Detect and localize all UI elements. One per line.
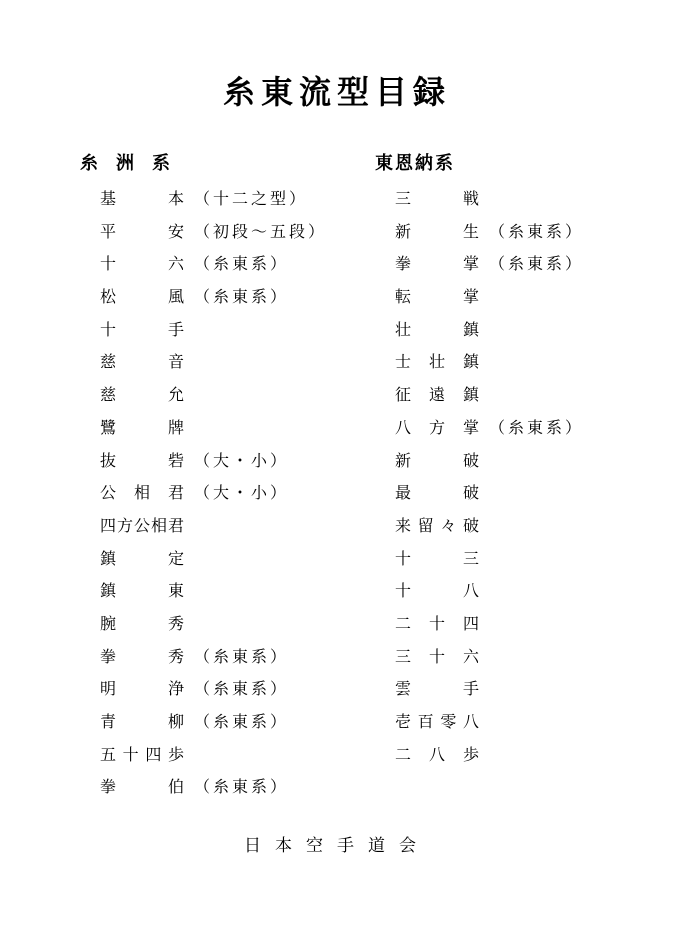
kata-char: 風: [167, 287, 184, 307]
kata-char: 遠: [428, 385, 445, 405]
kata-name: [395, 248, 479, 281]
kata-char: 本: [167, 189, 184, 208]
kata-char: 六: [462, 646, 479, 666]
kata-char: 八: [395, 417, 412, 437]
kata-row: [100, 706, 327, 739]
kata-name: [100, 608, 184, 641]
kata-char: 鎮: [100, 581, 117, 601]
kata-char: 鷺: [100, 417, 117, 437]
kata-char: 最: [395, 483, 412, 503]
kata-row: [100, 641, 327, 674]
kata-char: 十: [122, 744, 139, 764]
kata-name: [100, 379, 184, 412]
kata-char: 明: [100, 679, 117, 699]
kata-char: 鎮: [462, 385, 479, 405]
kata-lineage-note: （糸東系）: [194, 287, 290, 307]
kata-name: [100, 706, 184, 739]
kata-char: 鎮: [462, 319, 479, 339]
kata-char: 青: [100, 712, 117, 731]
kata-row: [395, 706, 584, 739]
kata-char: 手: [462, 679, 479, 699]
kata-char: 相: [133, 483, 150, 503]
kata-row: [100, 445, 327, 478]
kata-lineage-note: （初段～五段）: [194, 221, 328, 241]
kata-row: [395, 314, 584, 347]
kata-row: [395, 739, 584, 772]
kata-char: 四: [145, 744, 162, 764]
kata-char: 零: [440, 712, 457, 731]
kata-row: [395, 281, 584, 314]
kata-char: 掌: [462, 417, 479, 437]
kata-row: [100, 216, 327, 249]
kata-char: 来: [395, 515, 412, 535]
kata-row: [100, 183, 327, 216]
kata-row: [395, 575, 584, 608]
kata-char: 征: [395, 385, 412, 405]
kata-lineage-note: （大・小）: [194, 483, 290, 503]
kata-char: 掌: [462, 254, 479, 274]
kata-char: 牌: [167, 417, 184, 437]
kata-lineage-note: （糸東系）: [489, 254, 585, 274]
kata-char: 雲: [395, 679, 412, 699]
kata-row: [395, 379, 584, 412]
kata-lineage-note: （糸東系）: [194, 254, 290, 274]
kata-char: 拳: [100, 777, 117, 797]
kata-row: [100, 771, 327, 804]
kata-char: 腕: [100, 613, 117, 633]
kata-name: [395, 739, 479, 772]
kata-char: 破: [462, 450, 479, 470]
kata-lineage-note: （糸東系）: [194, 712, 290, 731]
kata-name: [395, 543, 479, 576]
kata-char: 四: [100, 515, 117, 535]
kata-row: [100, 314, 327, 347]
kata-char: 公: [100, 483, 117, 503]
kata-char: 十: [395, 581, 412, 601]
kata-name: [100, 673, 184, 706]
kata-name: [100, 575, 184, 608]
organization-name: 日本空手道会: [244, 836, 430, 856]
kata-char: 抜: [100, 450, 117, 470]
kata-char: 六: [167, 254, 184, 274]
kata-name: [395, 183, 479, 216]
kata-row: [100, 510, 327, 543]
kata-name: [100, 477, 184, 510]
kata-name: [395, 510, 479, 543]
kata-name: [100, 281, 184, 314]
kata-lineage-note: （糸東系）: [489, 417, 585, 437]
kata-char: 八: [462, 581, 479, 601]
kata-char: 東: [167, 581, 184, 601]
kata-row: [395, 477, 584, 510]
kata-name: [100, 183, 184, 216]
kata-row: [100, 379, 327, 412]
kata-char: 公: [133, 515, 150, 535]
kata-name: [100, 510, 184, 543]
kata-char: 平: [100, 221, 117, 241]
kata-row: [395, 445, 584, 478]
kata-name: [395, 477, 479, 510]
kata-name: [395, 445, 479, 478]
kata-char: 八: [462, 712, 479, 731]
kata-char: 十: [428, 646, 445, 666]
kata-char: 伯: [167, 777, 184, 797]
kata-char: 君: [167, 515, 184, 535]
kata-char: 留: [417, 515, 434, 535]
kata-char: 鎮: [100, 548, 117, 568]
kata-row: [100, 248, 327, 281]
kata-row: [100, 739, 327, 772]
kata-char: 砦: [167, 450, 184, 470]
kata-char: 百: [417, 712, 434, 731]
kata-lineage-note: （糸東系）: [194, 679, 290, 699]
kata-char: 十: [100, 254, 117, 274]
kata-name: [395, 314, 479, 347]
kata-char: 三: [462, 548, 479, 568]
column-heading: 東恩納系: [375, 153, 455, 174]
kata-char: 三: [395, 646, 412, 666]
kata-char: 秀: [167, 646, 184, 666]
kata-char: 十: [100, 319, 117, 339]
kata-row: [100, 575, 327, 608]
kata-row: [395, 183, 584, 216]
kata-row: [395, 510, 584, 543]
kata-char: 八: [428, 744, 445, 764]
kata-name: [100, 248, 184, 281]
kata-char: 三: [395, 189, 412, 208]
kata-list: [80, 183, 327, 804]
kata-char: 方: [116, 515, 133, 535]
kata-char: 手: [167, 319, 184, 339]
kata-row: [395, 543, 584, 576]
kata-char: 君: [167, 483, 184, 503]
kata-char: 四: [462, 613, 479, 633]
kata-row: [395, 608, 584, 641]
kata-char: 五: [100, 744, 117, 764]
kata-char: 々: [440, 515, 457, 535]
kata-row: [395, 248, 584, 281]
kata-char: 歩: [167, 744, 184, 764]
kata-lineage-note: （糸東系）: [489, 221, 585, 241]
kata-char: 方: [428, 417, 445, 437]
kata-name: [395, 412, 479, 445]
kata-row: [395, 346, 584, 379]
kata-list: [375, 183, 584, 771]
kata-char: 新: [395, 221, 412, 241]
kata-row: [100, 477, 327, 510]
kata-char: 生: [462, 221, 479, 241]
kata-row: [395, 641, 584, 674]
kata-name: [100, 412, 184, 445]
kata-char: 相: [150, 515, 167, 535]
kata-char: 壱: [395, 712, 412, 731]
kata-char: 破: [462, 515, 479, 535]
kata-lineage-note: （糸東系）: [194, 646, 290, 666]
kata-char: 壮: [428, 352, 445, 372]
kata-name: [100, 641, 184, 674]
kata-row: [100, 673, 327, 706]
kata-char: 安: [167, 221, 184, 241]
kata-char: 鎮: [462, 352, 479, 372]
kata-char: 柳: [167, 712, 184, 731]
itosu-lineage-column: [80, 150, 327, 804]
kata-name: [100, 346, 184, 379]
kata-char: 浄: [167, 679, 184, 699]
kata-char: 十: [395, 548, 412, 568]
kata-row: [100, 346, 327, 379]
kata-lineage-note: （糸東系）: [194, 777, 290, 797]
kata-row: [395, 412, 584, 445]
kata-name: [395, 706, 479, 739]
kata-row: [395, 673, 584, 706]
kata-lineage-note: （十二之型）: [194, 189, 309, 208]
kata-name: [100, 543, 184, 576]
kata-row: [100, 608, 327, 641]
kata-char: 秀: [167, 613, 184, 633]
higaonna-lineage-column: [375, 150, 584, 771]
kata-char: 掌: [462, 287, 479, 307]
kata-char: 破: [462, 483, 479, 503]
kata-char: 歩: [462, 744, 479, 764]
kata-char: 新: [395, 450, 412, 470]
kata-char: 松: [100, 287, 117, 307]
kata-char: 二: [395, 613, 412, 633]
kata-char: 音: [167, 352, 184, 372]
kata-name: [100, 739, 184, 772]
kata-char: 基: [100, 189, 117, 208]
kata-row: [395, 216, 584, 249]
kata-char: 慈: [100, 385, 117, 405]
kata-name: [395, 346, 479, 379]
kata-name: [100, 216, 184, 249]
kata-row: [100, 543, 327, 576]
kata-row: [100, 281, 327, 314]
kata-char: 二: [395, 744, 412, 764]
kata-name: [100, 445, 184, 478]
kata-name: [100, 771, 184, 804]
kata-char: 転: [395, 287, 412, 307]
kata-name: [100, 314, 184, 347]
kata-char: 允: [167, 385, 184, 405]
column-heading: 糸洲系: [80, 153, 188, 174]
kata-char: 定: [167, 548, 184, 568]
kata-name: [395, 641, 479, 674]
kata-char: 戦: [462, 189, 479, 208]
page-title: 糸東流型目録: [222, 73, 451, 111]
kata-name: [395, 608, 479, 641]
kata-name: [395, 673, 479, 706]
kata-row: [100, 412, 327, 445]
kata-char: 十: [428, 613, 445, 633]
kata-char: 士: [395, 352, 412, 372]
kata-char: 慈: [100, 352, 117, 372]
kata-char: 拳: [395, 254, 412, 274]
kata-name: [395, 575, 479, 608]
kata-lineage-note: （大・小）: [194, 450, 290, 470]
kata-name: [395, 281, 479, 314]
kata-char: 拳: [100, 646, 117, 666]
kata-name: [395, 379, 479, 412]
kata-name: [395, 216, 479, 249]
kata-char: 壮: [395, 319, 412, 339]
